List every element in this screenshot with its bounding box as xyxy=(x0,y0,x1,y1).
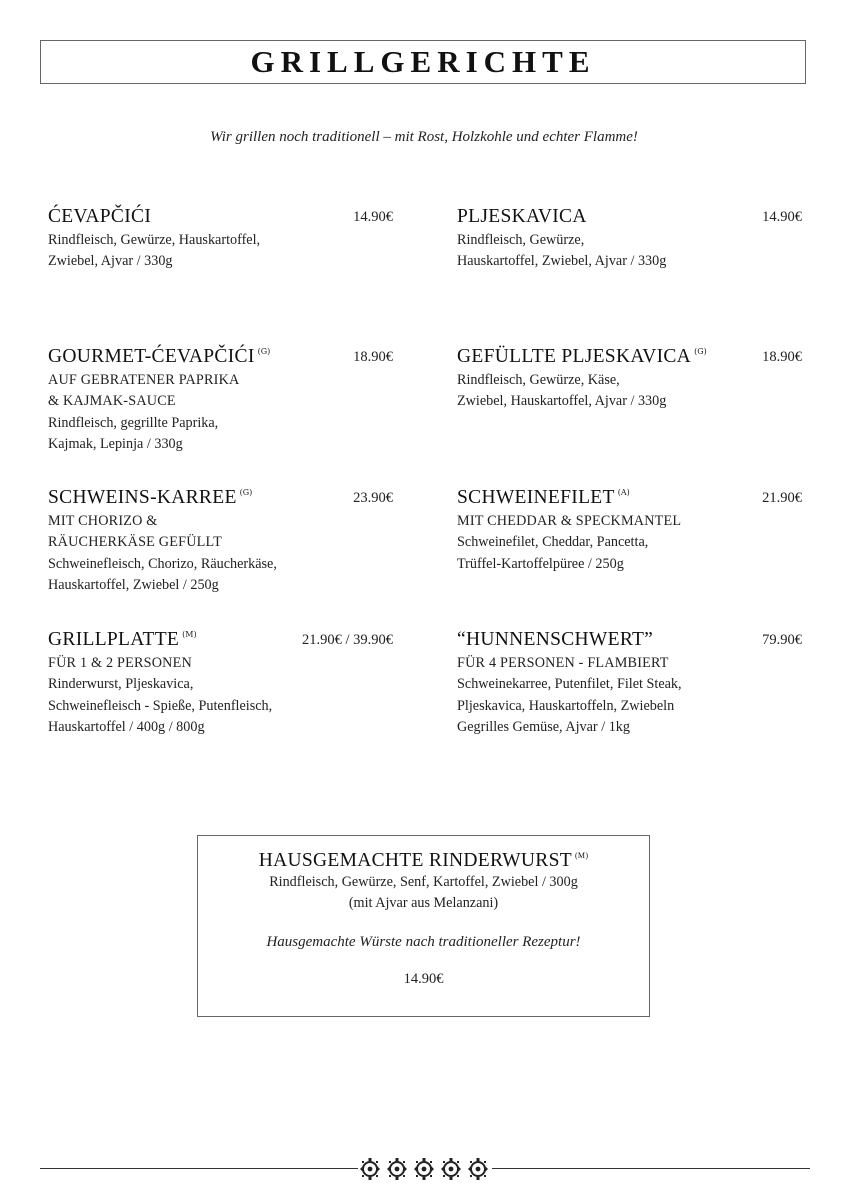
menu-item-description: Zwiebel, Hauskartoffel, Ajvar / 330g xyxy=(457,393,667,410)
menu-item-price: 14.90€ xyxy=(762,209,802,225)
menu-item-description: Rindfleisch, Gewürze, Hauskartoffel, xyxy=(48,232,261,248)
special-name-text: HAUSGEMACHTE RINDERWURST xyxy=(258,850,572,871)
menu-item-name: GEFÜLLTE PLJESKAVICA xyxy=(457,346,692,367)
menu-item xyxy=(457,346,802,413)
menu-item-header xyxy=(457,346,802,370)
menu-item-allergen: (G) xyxy=(694,347,707,356)
menu-item xyxy=(48,629,393,738)
menu-item-description: Hauskartoffel, Zwiebel, Ajvar / 330g xyxy=(457,253,667,270)
menu-item-header xyxy=(48,206,393,230)
menu-item-description: Rindfleisch, Gewürze, xyxy=(457,232,585,248)
menu-item-allergen: (M) xyxy=(182,630,197,639)
menu-item-price: 14.90€ xyxy=(353,209,393,225)
menu-item xyxy=(457,487,802,575)
footer-rule-left xyxy=(40,1168,358,1169)
decorative-ornament-icon xyxy=(358,1157,492,1181)
menu-item-header xyxy=(457,629,802,653)
menu-item xyxy=(457,206,802,273)
menu-item-description: Zwiebel, Ajvar / 330g xyxy=(48,253,173,270)
special-name xyxy=(198,850,649,872)
page-title: GRILLGERICHTE xyxy=(250,44,596,79)
menu-item-name: PLJESKAVICA xyxy=(457,206,587,227)
special-allergen: (M) xyxy=(574,851,589,860)
menu-item-name: GRILLPLATTE xyxy=(48,629,180,650)
menu-item-description: Hauskartoffel / 400g / 800g xyxy=(48,718,205,735)
menu-item-price: 18.90€ xyxy=(762,349,802,365)
title-box xyxy=(40,40,806,84)
menu-item-description: Rindfleisch, Gewürze, Käse, xyxy=(457,372,620,388)
special-price: 14.90€ xyxy=(403,970,444,987)
menu-item-allergen: (A) xyxy=(617,488,630,497)
menu-item-name: GOURMET-ĆEVAPČIĆI xyxy=(48,346,255,367)
menu-item-description: Rinderwurst, Pljeskavica, xyxy=(48,676,194,693)
menu-item-price: 21.90€ / 39.90€ xyxy=(301,632,393,648)
menu-item-description: Schweinefleisch - Spieße, Putenfleisch, xyxy=(48,697,273,714)
special-note: Hausgemachte Würste nach traditioneller Rezeptur! xyxy=(266,933,581,950)
menu-item-header xyxy=(457,206,802,230)
menu-item xyxy=(48,346,393,455)
menu-item-description: Schweinefleisch, Chorizo, Räucherkäse, xyxy=(48,555,277,572)
menu-item-allergen: (G) xyxy=(257,347,271,356)
menu-item-subtitle: MIT CHORIZO & xyxy=(48,513,158,529)
menu-item-description: Pljeskavica, Hauskartoffeln, Zwiebeln xyxy=(457,697,675,714)
menu-item-header xyxy=(48,346,393,370)
menu-item xyxy=(48,206,393,273)
menu-item-name: SCHWEINS-KARREE xyxy=(48,487,237,508)
menu-item-subtitle: & KAJMAK-SAUCE xyxy=(48,393,176,410)
menu-item-name: ĆEVAPČIĆI xyxy=(48,206,152,227)
menu-item-description: Rindfleisch, gegrillte Paprika, xyxy=(48,414,219,431)
menu-item-subtitle: RÄUCHERKÄSE GEFÜLLT xyxy=(48,534,222,551)
menu-item-description: Schweinekarree, Putenfilet, Filet Steak, xyxy=(457,676,682,693)
menu-item-price: 23.90€ xyxy=(353,490,393,506)
menu-item-price: 79.90€ xyxy=(762,632,802,648)
special-box xyxy=(197,835,650,1017)
menu-item-header xyxy=(457,487,802,511)
menu-item-description: Hauskartoffel, Zwiebel / 250g xyxy=(48,576,219,593)
menu-item-price: 18.90€ xyxy=(353,349,393,365)
menu-item-subtitle: FÜR 4 PERSONEN - FLAMBIERT xyxy=(457,655,669,671)
menu-item-name: SCHWEINEFILET xyxy=(457,487,615,508)
menu-item xyxy=(457,629,802,738)
special-description-note: (mit Ajvar aus Melanzani) xyxy=(348,895,499,912)
menu-item-subtitle: FÜR 1 & 2 PERSONEN xyxy=(48,655,192,671)
menu-item-description: Kajmak, Lepinja / 330g xyxy=(48,435,183,452)
menu-item-name: “HUNNENSCHWERT” xyxy=(457,629,654,650)
menu-item-header xyxy=(48,629,393,653)
menu-item-subtitle: AUF GEBRATENER PAPRIKA xyxy=(48,372,240,388)
special-description: Rindfleisch, Gewürze, Senf, Kartoffel, Zwiebel / 300g xyxy=(269,874,578,890)
menu-item-allergen: (G) xyxy=(239,488,253,497)
menu-item-description: Schweinefilet, Cheddar, Pancetta, xyxy=(457,534,649,551)
footer-rule-right xyxy=(492,1168,810,1169)
menu-item xyxy=(48,487,393,596)
menu-item-subtitle: MIT CHEDDAR & SPECKMANTEL xyxy=(457,513,682,529)
menu-item-price: 21.90€ xyxy=(762,490,802,506)
subtitle: Wir grillen noch traditionell – mit Rost, Holzkohle und echter Flamme! xyxy=(210,129,638,145)
menu-item-description: Trüffel-Kartoffelpüree / 250g xyxy=(457,555,624,572)
menu-item-header xyxy=(48,487,393,511)
menu-item-description: Gegrilles Gemüse, Ajvar / 1kg xyxy=(457,718,630,735)
